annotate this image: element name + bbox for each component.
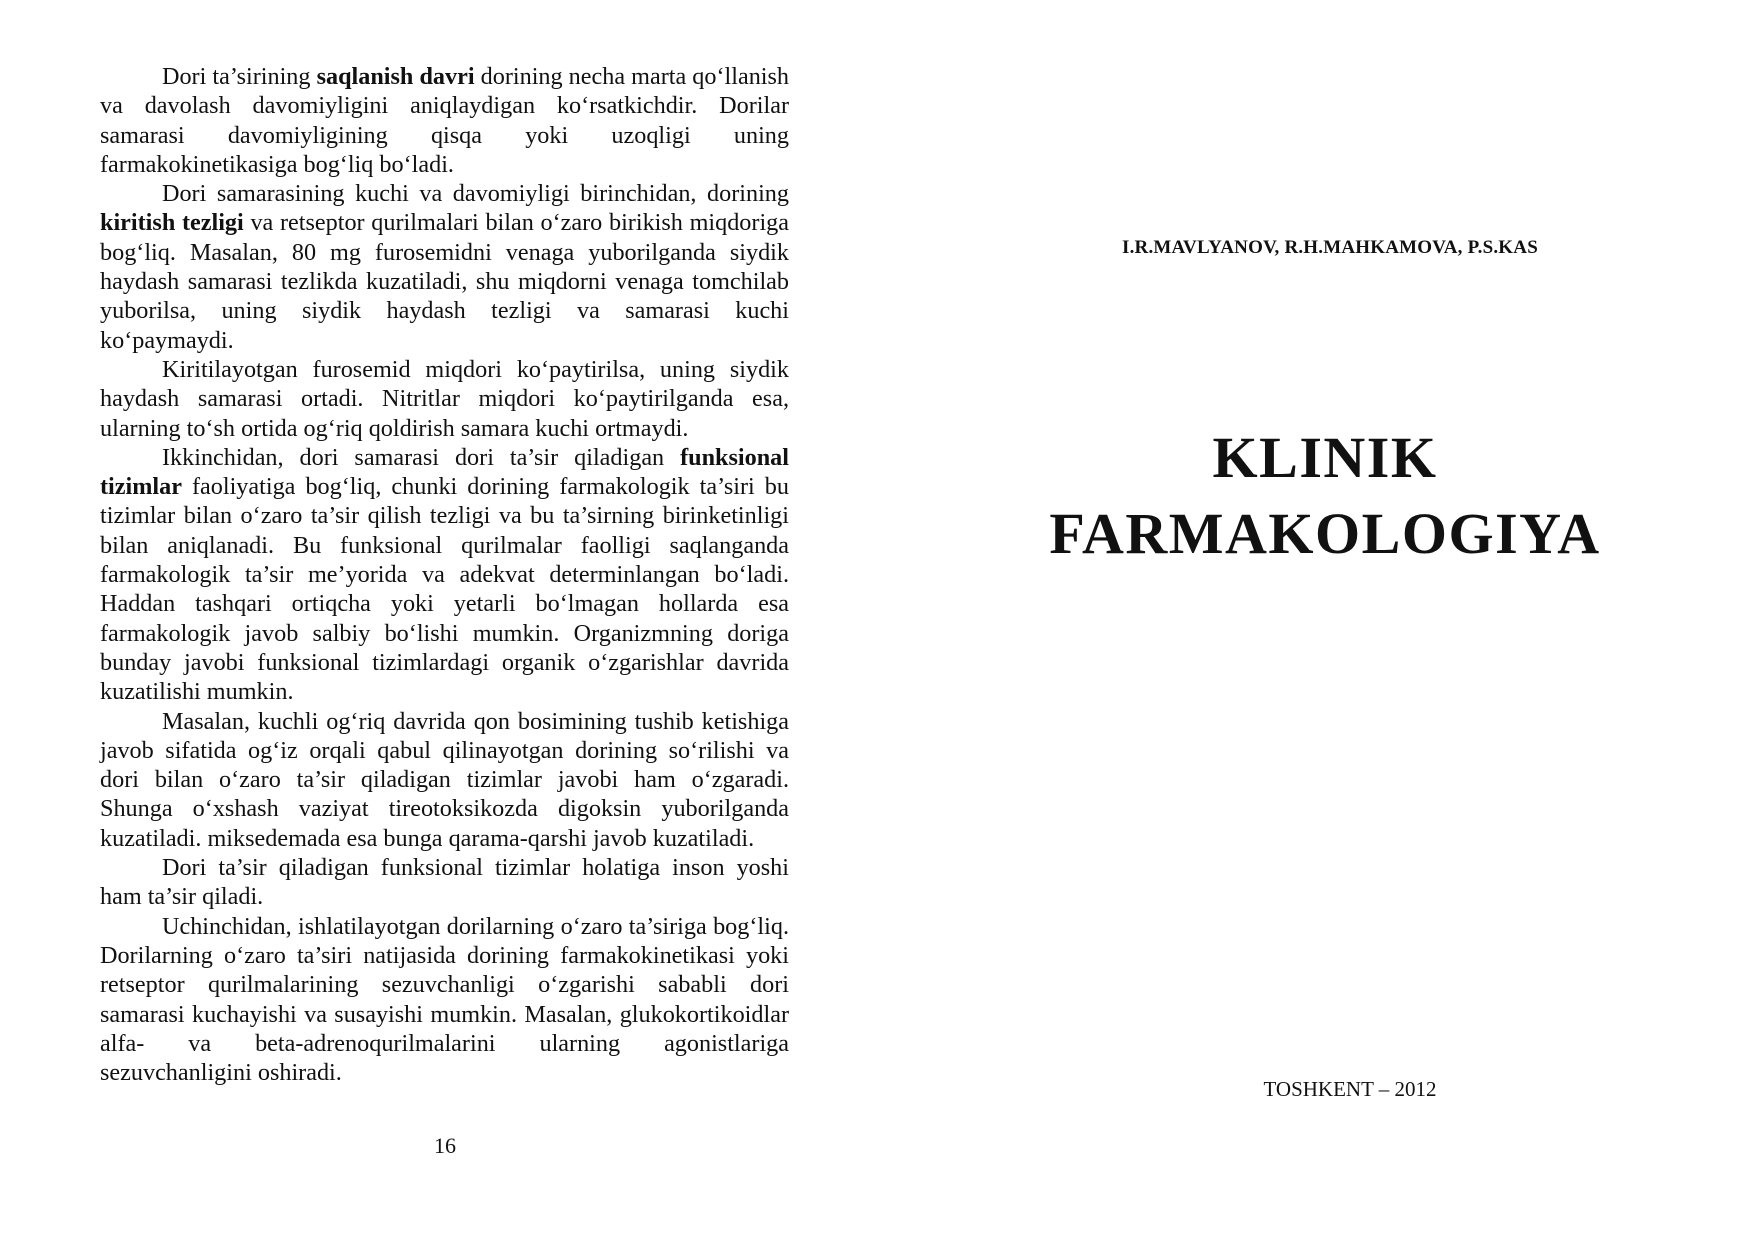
book-title-line-2: FARMAKOLOGIYA — [1049, 501, 1601, 566]
paragraph-text: Dori samarasining kuchi va davomiyligi birinchidan, dorining — [162, 180, 789, 208]
paragraph-text: Ikkinchidan, dori samarasi dori ta’sir qiladigan — [162, 443, 681, 471]
book-title — [980, 420, 1670, 572]
paragraph-text: Dori ta’sir qiladigan funksional tizimlar holatiga inson yoshi ham ta’sir qiladi. — [100, 854, 789, 911]
paragraph-7 — [100, 912, 789, 1088]
paragraph-2 — [100, 179, 789, 355]
paragraph-text: dorining necha marta qo‘llanish va davolash davomiyligini aniqlaydigan ko‘rsatkichdir. Dorilar samarasi davomiyligining qisqa yoki uzoqligi uning farmakokinetikasiga bog‘liq bo‘ladi. — [100, 63, 790, 178]
paragraph-text: va retseptor qurilmalari bilan o‘zaro birikish miqdoriga bog‘liq. Masalan, 80 mg furosemidni venaga yuborilganda siydik haydash samarasi tezlikda kuzatiladi, shu miqdorni venaga tomchilab yuborilsa, uning siydik haydash tezligi va samarasi kuchi ko‘paymaydi. — [100, 209, 790, 354]
paragraph-text: Dori ta’sirining — [162, 63, 317, 90]
authors: I.R.MAVLYANOV, R.H.MAHKAMOVA, P.S.KAS — [1122, 237, 1538, 258]
place-year: TOSHKENT – 2012 — [1263, 1077, 1437, 1101]
page-number: 16 — [434, 1133, 456, 1158]
bold-term: kiritish tezligi — [100, 209, 244, 237]
bold-term: funksional tizimlar — [100, 443, 789, 501]
bold-term: saqlanish davri — [316, 63, 475, 90]
paragraph-text: Kiritilayotgan furosemid miqdori ko‘paytirilsa, uning siydik haydash samarasi ortadi. Nitritlar miqdori ko‘paytirilganda esa, ularning to‘sh ortida og‘riq qoldirish samara kuchi ortmaydi. — [100, 355, 789, 442]
paragraph-text: Uchinchidan, ishlatilayotgan dorilarning o‘zaro ta’siriga bog‘liq. Dorilarning o‘zaro ta’siri natijasida dorining farmakokinetikasi yoki retseptor qurilmalarining sezuvchanligi o‘zgarishi sababli dori samarasi kuchayishi va susayishi mumkin. Masalan, glukokortikoidlar alfa- va beta-adrenoqurilmalarini ularning agonistlariga sezuvchanligini oshiradi. — [100, 912, 789, 1087]
paragraph-text: Masalan, kuchli og‘riq davrida qon bosimining tushib ketishiga javob sifatida og‘iz orqali qabul qilinayotgan dorining so‘rilishi va dori bilan o‘zaro ta’sir qiladigan tizimlar javobi ham o‘zgaradi. Shunga o‘xshash vaziyat tireotoksikozda digoksin yuborilganda kuzatiladi. miksedemada esa bunga qarama-qarshi javob kuzatiladi. — [100, 707, 789, 852]
paragraph-5 — [100, 707, 789, 853]
paragraph-1 — [100, 62, 789, 179]
paragraph-text: faoliyatiga bog‘liq, chunki dorining farmakologik ta’siri bu tizimlar bilan o‘zaro ta’sir qilish tezligi va bu ta’sirning birinketinligi bilan aniqlanadi. Bu funksional qurilmalar faolligi saqlanganda farmakologik ta’sir me’yorida va adekvat determinlangan bo‘ladi. Haddan tashqari ortiqcha yoki yetarli bo‘lmagan hollarda esa farmakologik javob salbiy bo‘lishi mumkin. Organizmning doriga bunday javobi funksional tizimlardagi organik o‘zgarishlar davrida kuzatilishi mumkin. — [100, 473, 789, 706]
paragraph-6 — [100, 853, 789, 912]
book-title-line-1: KLINIK — [1212, 425, 1438, 490]
paragraph-4 — [100, 443, 789, 707]
left-page-body — [100, 62, 789, 1087]
paragraph-3 — [100, 355, 789, 443]
